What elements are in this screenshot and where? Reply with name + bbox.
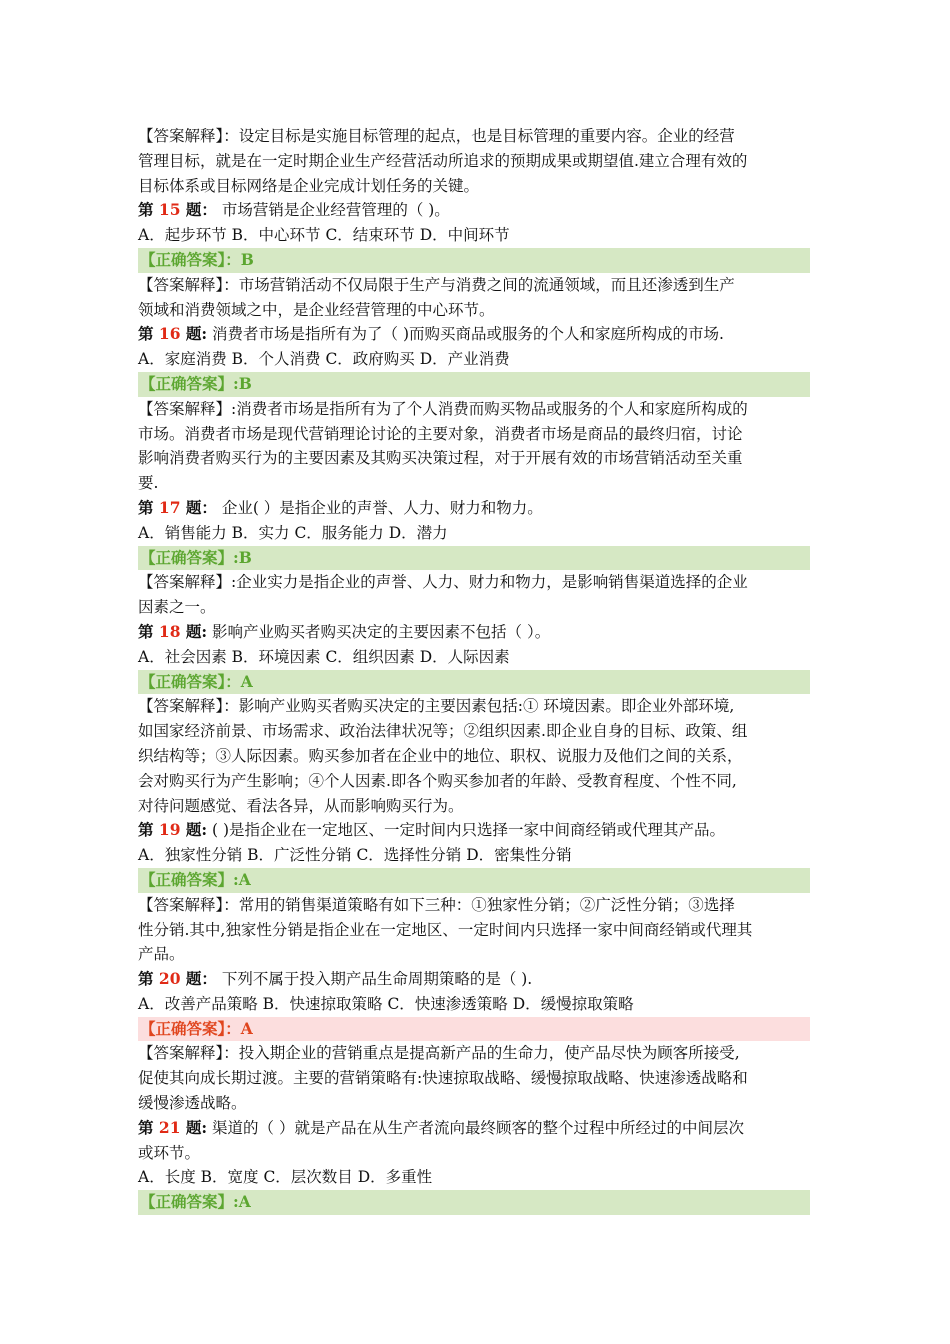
question-suffix: 题: <box>180 621 208 641</box>
question-18 <box>138 620 810 645</box>
question-number: 19 <box>158 820 181 840</box>
question-15 <box>138 198 810 223</box>
question-text: 消费者市场是指所有为了（ )而购买商品或服务的个人和家庭所构成的市场. <box>207 325 724 344</box>
answer-explanation: 【答案解释】:消费者市场是指所有为了个人消费而购买物品或服务的个人和家庭所构成的 市场。消费者市场是现代营销理论讨论的主要对象，消费者市场是商品的最终归宿，讨论 影响消费者购买行为的主要因素及其购买决策过程，对于开展有效的市场营销活动至关重 要. <box>138 399 748 493</box>
question-prefix: 第 <box>138 820 159 840</box>
question-suffix: 题: <box>180 1117 208 1137</box>
question-number: 20 <box>158 969 181 989</box>
answer-options: A．社会因素 B．环境因素 C．组织因素 D．人际因素 <box>138 647 510 666</box>
question-21 <box>138 1116 810 1166</box>
answer-explanation: 【答案解释】：投入期企业的营销重点是提高新产品的生命力，使产品尽快为顾客所接受, 促使其向成长期过渡。主要的营销策略有:快速掠取战略、缓慢掠取战略、快速渗透战略和 缓慢渗透战略。 <box>138 1044 748 1113</box>
question-prefix: 第 <box>138 621 159 641</box>
question-16 <box>138 322 810 347</box>
answer-explanation: 【答案解释】：市场营销活动不仅局限于生产与消费之间的流通领域，而且还渗透到生产 领域和消费领域之中，是企业经营管理的中心环节。 <box>138 275 735 319</box>
answer-options: A．改善产品策略 B．快速掠取策略 C．快速渗透策略 D．缓慢掠取策略 <box>138 994 634 1013</box>
question-suffix: 题： <box>180 497 217 517</box>
question-19 <box>138 818 810 843</box>
question-text: ( )是指企业在一定地区、一定时间内只选择一家中间商经销或代理其产品。 <box>207 821 726 840</box>
question-number: 16 <box>158 324 181 344</box>
correct-answer-bar: 【正确答案】：A <box>138 670 810 695</box>
question-number: 15 <box>158 200 181 220</box>
question-20 <box>138 967 810 992</box>
question-prefix: 第 <box>138 969 159 989</box>
answer-explanation: 【答案解释】：常用的销售渠道策略有如下三种：①独家性分销；②广泛性分销；③选择 性分销.其中,独家性分销是指企业在一定地区、一定时间内只选择一家中间商经销或代理其 产品。 <box>138 895 753 964</box>
correct-answer-bar: 【正确答案】：B <box>138 248 810 273</box>
question-text: 影响产业购买者购买决定的主要因素不包括（ ）。 <box>207 622 551 641</box>
answer-explanation: 【答案解释】：影响产业购买者购买决定的主要因素包括:① 环境因素。即企业外部环境, 如国家经济前景、市场需求、政治法律状况等；②组织因素.即企业自身的目标、政策、组 织结构等；③人际因素。购买参加者在企业中的地位、职权、说服力及他们之间的关系， 会对购买行为产生影响；④个人因素.即各个购买参加者的年龄、受教育程度、个性不同, 对待问题感觉、看法各异，从而影响购买行为。 <box>138 697 748 815</box>
answer-options: A．销售能力 B．实力 C．服务能力 D．潜力 <box>138 523 448 542</box>
question-text: 市场营销是企业经营管理的（ )。 <box>216 201 450 220</box>
question-prefix: 第 <box>138 324 159 344</box>
question-number: 21 <box>158 1117 181 1137</box>
question-number: 18 <box>158 621 181 641</box>
correct-answer-bar: 【正确答案】：A <box>138 1017 810 1042</box>
question-text: 下列不属于投入期产品生命周期策略的是（ ). <box>216 970 533 989</box>
question-number: 17 <box>158 497 181 517</box>
question-17 <box>138 496 810 521</box>
question-prefix: 第 <box>138 1117 159 1137</box>
answer-options: A．家庭消费 B．个人消费 C．政府购买 D．产业消费 <box>138 350 510 369</box>
question-text: 渠道的（ ）就是产品在从生产者流向最终顾客的整个过程中所经过的中间层次 或环节。 <box>138 1118 744 1162</box>
question-suffix: 题： <box>180 969 217 989</box>
question-prefix: 第 <box>138 497 159 517</box>
answer-explanation: 【答案解释】:企业实力是指企业的声誉、人力、财力和物力，是影响销售渠道选择的企业 因素之一。 <box>138 573 748 617</box>
question-text: 企业( ）是指企业的声誉、人力、财力和物力。 <box>216 498 543 517</box>
answer-explanation: 【答案解释】：设定目标是实施目标管理的起点，也是目标管理的重要内容。企业的经营 管理目标，就是在一定时期企业生产经营活动所追求的预期成果或期望值.建立合理有效的 目标体系或目标网络是企业完成计划任务的关键。 <box>138 127 748 195</box>
correct-answer-bar: 【正确答案】:A <box>138 868 810 893</box>
question-suffix: 题: <box>180 820 208 840</box>
question-suffix: 题： <box>180 200 217 220</box>
correct-answer-bar: 【正确答案】:B <box>138 546 810 571</box>
question-suffix: 题: <box>180 324 208 344</box>
answer-options: A．独家性分销 B．广泛性分销 C．选择性分销 D．密集性分销 <box>138 846 572 865</box>
correct-answer-bar: 【正确答案】:A <box>138 1190 810 1215</box>
document-page <box>138 124 810 1215</box>
question-prefix: 第 <box>138 200 159 220</box>
correct-answer-bar: 【正确答案】:B <box>138 372 810 397</box>
answer-options: A．起步环节 B．中心环节 C．结束环节 D．中间环节 <box>138 226 510 245</box>
answer-options: A．长度 B．宽度 C．层次数目 D．多重性 <box>138 1168 433 1187</box>
